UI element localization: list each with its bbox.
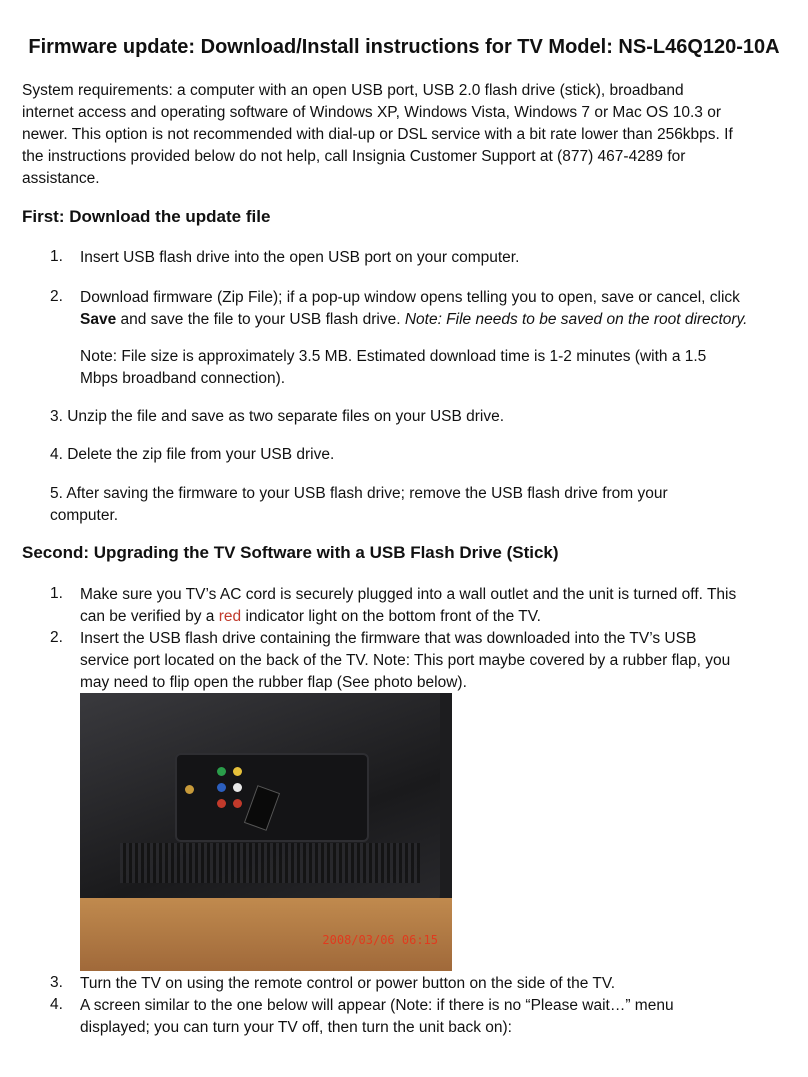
- list-item-line: computer.: [50, 507, 119, 524]
- list-item-line: A screen similar to the one below will appear (Note: if there is no “Please wait…” menu: [80, 997, 674, 1014]
- photo-timestamp: 2008/03/06 06:15: [322, 933, 438, 947]
- jack-red: [217, 799, 226, 808]
- list-number: 2.: [50, 629, 63, 646]
- list-number: 1.: [50, 248, 63, 265]
- bold-save-text: Save: [80, 311, 117, 328]
- list-item-line: may need to flip open the rubber flap (See photo below).: [80, 674, 467, 691]
- list-item-text: Insert USB flash drive into the open USB port on your computer.: [80, 249, 520, 266]
- list-item-line: displayed; you can turn your TV off, then turn the unit back on):: [80, 1019, 512, 1036]
- list-item-line: [80, 309, 795, 331]
- list-number: 2.: [50, 288, 63, 305]
- tv-vent-grille: [120, 843, 420, 883]
- list-item-line: 5. After saving the firmware to your USB flash drive; remove the USB flash drive from your: [50, 485, 668, 502]
- jack-white: [233, 783, 242, 792]
- list-item-text: Turn the TV on using the remote control or power button on the side of the TV.: [80, 975, 616, 992]
- list-item-text: [80, 628, 730, 694]
- section-heading-second: Second: Upgrading the TV Software with a USB Flash Drive (Stick): [22, 543, 559, 562]
- red-word: red: [218, 608, 242, 625]
- note-line: Mbps broadband connection).: [80, 370, 286, 387]
- list-item-text: [50, 483, 668, 527]
- list-item-line: Insert the USB flash drive containing the firmware that was downloaded into the TV’s USB: [80, 630, 697, 647]
- list-item-line: service port located on the back of the TV. Note: This port maybe covered by a rubber flap, you: [80, 652, 731, 669]
- list-item-line: Make sure you TV’s AC cord is securely plugged into a wall outlet and the unit is turned off. This: [80, 586, 737, 603]
- list-item-text: 3. Unzip the file and save as two separate files on your USB drive.: [50, 408, 505, 425]
- list-number: 3.: [50, 974, 63, 991]
- section-heading-first: First: Download the update file: [22, 207, 271, 226]
- root-directory-note: Note: File needs to be saved on the root directory.: [404, 311, 748, 328]
- intro-line: newer. This option is not recommended with dial-up or DSL service with a bit rate lower than 256kbps. If: [22, 126, 733, 143]
- jack-red: [233, 799, 242, 808]
- list-item-text: 4. Delete the zip file from your USB drive.: [50, 446, 335, 463]
- list-item-line-text: and save the file to your USB flash drive.: [116, 311, 405, 328]
- list-item-line: Download firmware (Zip File); if a pop-up window opens telling you to open, save or cancel, click: [80, 289, 740, 306]
- intro-line: internet access and operating software of Windows XP, Windows Vista, Windows 7 or Mac OS 10.3 or: [22, 104, 721, 121]
- list-number: 1.: [50, 585, 63, 602]
- intro-paragraph: [22, 80, 733, 190]
- jack-gold: [185, 785, 194, 794]
- list-number: 4.: [50, 996, 63, 1013]
- list-item-line-text: can be verified by a: [80, 608, 219, 625]
- jack-yellow: [233, 767, 242, 776]
- list-item-text: [80, 584, 736, 628]
- intro-line: System requirements: a computer with an open USB port, USB 2.0 flash drive (stick), broadband: [22, 82, 684, 99]
- intro-line: the instructions provided below do not help, call Insignia Customer Support at (877) 467-4289 for: [22, 148, 686, 165]
- tv-back-photo: [80, 693, 452, 971]
- jack-blue: [217, 783, 226, 792]
- intro-line: assistance.: [22, 170, 100, 187]
- file-size-note: [80, 346, 706, 390]
- jack-green: [217, 767, 226, 776]
- list-item-text: [80, 995, 674, 1039]
- list-item-line: [80, 606, 736, 628]
- list-item-line-text: indicator light on the bottom front of the TV.: [241, 608, 541, 625]
- page-title: Firmware update: Download/Install instructions for TV Model: NS-L46Q120-10A: [28, 36, 780, 58]
- note-line: Note: File size is approximately 3.5 MB. Estimated download time is 1-2 minutes (with a 1.5: [80, 348, 707, 365]
- list-item-text: [80, 287, 795, 331]
